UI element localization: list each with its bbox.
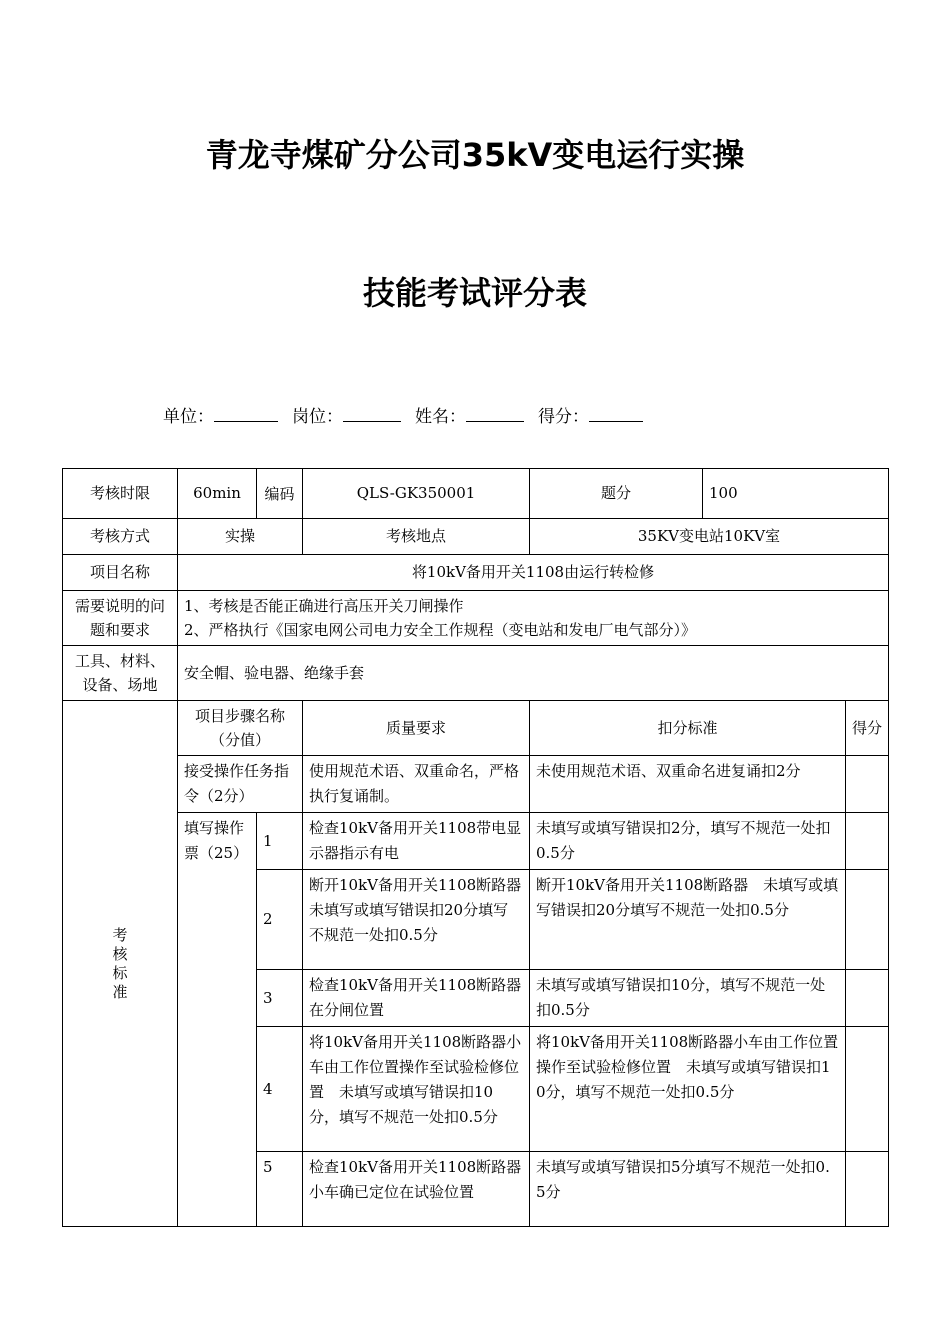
table-row <box>63 519 889 555</box>
code-label: 编码 <box>257 469 303 519</box>
document-subtitle: 技能考试评分表 <box>362 274 587 312</box>
col-header-quality: 质量要求 <box>303 701 530 756</box>
score-cell[interactable] <box>846 870 889 970</box>
deduct-receive: 未使用规范术语、双重命名进复诵扣2分 <box>530 756 846 813</box>
quality-cell: 检查10kV备用开关1108断路器小车确已定位在试验位置 <box>303 1152 530 1227</box>
table-row <box>63 813 889 870</box>
name-label: 姓名： <box>415 407 466 427</box>
step-write-ticket: 填写操作票（25） <box>178 813 257 1227</box>
table-row <box>63 701 889 756</box>
requirement-item: 2、严格执行《国家电网公司电力安全工作规程（变电站和发电厂电气部分）》 <box>184 621 697 639</box>
step-number: 1 <box>257 813 303 870</box>
tools-value: 安全帽、验电器、绝缘手套 <box>178 646 889 701</box>
score-blank[interactable] <box>589 403 643 422</box>
tools-label: 工具、材料、设备、场地 <box>63 646 178 701</box>
time-value: 60min <box>178 469 257 519</box>
col-header-step: 项目步骤名称（分值） <box>178 701 303 756</box>
post-label: 岗位： <box>292 407 343 427</box>
name-blank[interactable] <box>466 403 524 422</box>
points-value: 100 <box>703 469 889 519</box>
table-row <box>63 591 889 646</box>
unit-blank[interactable] <box>214 403 278 422</box>
deduct-cell: 将10kV备用开关1108断路器小车由工作位置操作至试验检修位置 未填写或填写错误扣10分，填写不规范一处扣0.5分 <box>530 1027 846 1152</box>
scoring-table <box>62 468 889 1227</box>
score-cell[interactable] <box>846 1027 889 1152</box>
step-number: 4 <box>257 1027 303 1152</box>
quality-cell: 检查10kV备用开关1108带电显示器指示有电 <box>303 813 530 870</box>
score-cell[interactable] <box>846 813 889 870</box>
points-label: 题分 <box>530 469 703 519</box>
method-label: 考核方式 <box>63 519 178 555</box>
col-header-score: 得分 <box>846 701 889 756</box>
deduct-cell: 未填写或填写错误扣2分，填写不规范一处扣0.5分 <box>530 813 846 870</box>
table-row <box>63 555 889 591</box>
table-row <box>63 469 889 519</box>
method-value: 实操 <box>178 519 303 555</box>
col-header-deduct: 扣分标准 <box>530 701 846 756</box>
document-title: 青龙寺煤矿分公司35kV变电运行实操 <box>205 136 745 174</box>
score-cell[interactable] <box>846 970 889 1027</box>
quality-cell: 将10kV备用开关1108断路器小车由工作位置操作至试验检修位置 未填写或填写错误扣10分，填写不规范一处扣0.5分 <box>303 1027 530 1152</box>
step-receive: 接受操作任务指令（2分） <box>178 756 303 813</box>
post-blank[interactable] <box>343 403 401 422</box>
requirements-cell <box>178 591 889 646</box>
code-value: QLS-GK350001 <box>303 469 530 519</box>
time-label: 考核时限 <box>63 469 178 519</box>
standard-label: 考 核 标 准 <box>63 701 178 1227</box>
candidate-info-line <box>163 402 643 427</box>
quality-receive: 使用规范术语、双重命名，严格执行复诵制。 <box>303 756 530 813</box>
requirement-item: 1、考核是否能正确进行高压开关刀闸操作 <box>184 597 464 615</box>
quality-cell: 断开10kV备用开关1108断路器 未填写或填写错误扣20分填写不规范一处扣0.5分 <box>303 870 530 970</box>
requirements-label: 需要说明的问题和要求 <box>63 591 178 646</box>
score-label: 得分： <box>538 407 589 427</box>
step-number: 2 <box>257 870 303 970</box>
item-value: 将10kV备用开关1108由运行转检修 <box>178 555 889 591</box>
score-cell[interactable] <box>846 756 889 813</box>
deduct-cell: 未填写或填写错误扣5分填写不规范一处扣0.5分 <box>530 1152 846 1227</box>
item-label: 项目名称 <box>63 555 178 591</box>
step-number: 5 <box>257 1152 303 1227</box>
unit-label: 单位： <box>163 407 214 427</box>
score-cell[interactable] <box>846 1152 889 1227</box>
quality-cell: 检查10kV备用开关1108断路器在分闸位置 <box>303 970 530 1027</box>
deduct-cell: 断开10kV备用开关1108断路器 未填写或填写错误扣20分填写不规范一处扣0.5分 <box>530 870 846 970</box>
step-number: 3 <box>257 970 303 1027</box>
table-row <box>63 646 889 701</box>
location-label: 考核地点 <box>303 519 530 555</box>
table-row <box>63 756 889 813</box>
location-value: 35KV变电站10KV室 <box>530 519 889 555</box>
deduct-cell: 未填写或填写错误扣10分，填写不规范一处扣0.5分 <box>530 970 846 1027</box>
